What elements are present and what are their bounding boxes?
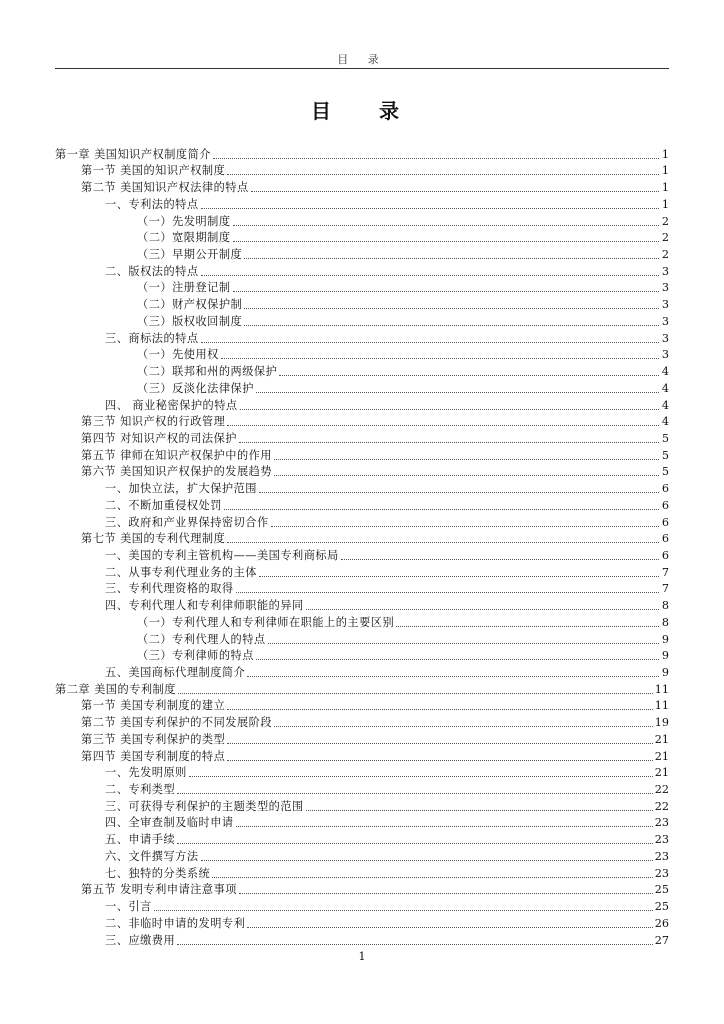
dot-leader: [251, 190, 659, 192]
toc-entry-label: 第三节 知识产权的行政管理: [81, 415, 226, 429]
toc-entry-page: 23: [654, 849, 669, 863]
toc-entry-page: 1: [661, 197, 669, 211]
toc-entry[interactable]: [55, 178, 669, 195]
toc-entry[interactable]: [55, 730, 669, 747]
dot-leader: [239, 892, 653, 894]
dot-leader: [396, 625, 659, 627]
toc-entry[interactable]: [55, 847, 669, 864]
dot-leader: [268, 642, 659, 644]
toc-entry-page: 3: [661, 298, 669, 312]
dot-leader: [201, 207, 659, 209]
toc-entry-label: 二、专利类型: [105, 783, 176, 797]
toc-entry-label: （一）先使用权: [137, 348, 219, 362]
toc-entry-label: 第六节 美国知识产权保护的发展趋势: [81, 465, 273, 479]
dot-leader: [227, 424, 659, 426]
dot-leader: [227, 759, 652, 761]
dot-leader: [201, 341, 659, 343]
toc-entry[interactable]: [55, 145, 669, 162]
dot-leader: [227, 708, 652, 710]
toc-entry-label: （二）财产权保护制: [137, 298, 243, 312]
toc-entry[interactable]: [55, 697, 669, 714]
toc-entry[interactable]: [55, 613, 669, 630]
header-rule: [55, 68, 669, 69]
toc-entry-label: 四、 商业秘密保护的特点: [105, 398, 238, 412]
toc-entry-label: 三、政府和产业界保持密切合作: [105, 515, 269, 529]
toc-entry[interactable]: [55, 897, 669, 914]
dot-leader: [236, 825, 653, 827]
toc-entry[interactable]: [55, 546, 669, 563]
toc-entry-label: 第七节 美国的专利代理制度: [81, 532, 226, 546]
toc-entry[interactable]: [55, 446, 669, 463]
toc-entry[interactable]: [55, 530, 669, 547]
toc-entry[interactable]: [55, 162, 669, 179]
toc-entry[interactable]: [55, 312, 669, 329]
dot-leader: [201, 274, 659, 276]
toc-entry[interactable]: [55, 881, 669, 898]
toc-entry[interactable]: [55, 814, 669, 831]
toc-entry-page: 7: [661, 565, 669, 579]
toc-entry-label: 二、从事专利代理业务的主体: [105, 565, 257, 579]
toc-entry[interactable]: [55, 396, 669, 413]
toc-entry[interactable]: [55, 931, 669, 948]
toc-entry[interactable]: [55, 647, 669, 664]
toc-entry-label: 一、专利法的特点: [105, 197, 199, 211]
toc-entry[interactable]: [55, 329, 669, 346]
toc-entry-label: 五、美国商标代理制度简介: [105, 666, 246, 679]
dot-leader: [154, 909, 653, 911]
dot-leader: [224, 508, 659, 510]
toc-entry[interactable]: [55, 713, 669, 730]
dot-leader: [177, 943, 653, 945]
toc-entry-label: （三）早期公开制度: [137, 248, 243, 262]
toc-entry-label: 第二章 美国的专利制度: [55, 682, 176, 696]
toc-entry-page: 25: [654, 900, 669, 914]
toc-entry-page: 3: [661, 331, 669, 345]
toc-entry-page: 23: [654, 833, 669, 847]
toc-entry-page: 23: [654, 816, 669, 830]
toc-entry-page: 6: [661, 548, 669, 562]
toc-entry-label: 一、引言: [105, 900, 152, 914]
toc-entry-page: 9: [661, 649, 669, 663]
toc-entry-page: 6: [661, 498, 669, 512]
toc-entry-page: 5: [661, 465, 669, 479]
toc-entry-page: 19: [654, 716, 669, 730]
toc-entry-page: 23: [654, 866, 669, 880]
toc-entry[interactable]: [55, 596, 669, 613]
toc-entry-label: 第五节 发明专利申请注意事项: [81, 883, 237, 897]
running-header: 目 录: [337, 53, 387, 66]
toc-entry[interactable]: [55, 429, 669, 446]
dot-leader: [279, 374, 659, 376]
toc-entry-label: （一）注册登记制: [137, 281, 231, 295]
toc-entry[interactable]: [55, 212, 669, 229]
dot-leader: [240, 408, 659, 410]
toc-entry-page: 3: [661, 348, 669, 362]
toc-entry[interactable]: [55, 630, 669, 647]
dot-leader: [189, 775, 653, 777]
toc-entry-page: 11: [654, 682, 669, 696]
toc-entry[interactable]: [55, 245, 669, 262]
toc-entry-page: 21: [654, 766, 669, 780]
toc-entry[interactable]: [55, 764, 669, 781]
toc-entry[interactable]: [55, 195, 669, 212]
dot-leader: [227, 742, 652, 744]
toc-entry-label: 第二节 美国专利保护的不同发展阶段: [81, 716, 273, 730]
toc-entry-page: 11: [654, 699, 669, 713]
toc-entry-page: 3: [661, 264, 669, 278]
toc-entry[interactable]: [55, 362, 669, 379]
toc-entry-label: 三、可获得专利保护的主题类型的范围: [105, 799, 304, 813]
dot-leader: [247, 675, 659, 677]
toc-entry-page: 22: [654, 783, 669, 797]
toc-entry-label: 第五节 律师在知识产权保护中的作用: [81, 448, 273, 462]
page-title: 目 录: [311, 99, 413, 123]
toc-entry-label: （二）专利代理人的特点: [137, 632, 266, 646]
toc-entry[interactable]: [55, 279, 669, 296]
toc-entry-label: 五、申请手续: [105, 833, 176, 847]
toc-entry-page: 9: [661, 632, 669, 646]
dot-leader: [306, 809, 653, 811]
toc-entry-label: 三、应缴费用: [105, 933, 176, 947]
dot-leader: [177, 792, 653, 794]
toc-entry-page: 25: [654, 883, 669, 897]
dot-leader: [256, 391, 659, 393]
dot-leader: [247, 926, 652, 928]
toc-entry-page: 2: [661, 231, 669, 245]
toc-entry-page: 3: [661, 281, 669, 295]
dot-leader: [233, 240, 659, 242]
dot-leader: [306, 608, 659, 610]
toc-entry-page: 21: [654, 749, 669, 763]
toc-entry-label: （一）专利代理人和专利律师在职能上的主要区别: [137, 615, 395, 629]
toc-entry-label: 第二节 美国知识产权法律的特点: [81, 181, 249, 195]
toc-entry[interactable]: [55, 830, 669, 847]
toc-entry-page: 2: [661, 214, 669, 228]
dot-leader: [227, 173, 659, 175]
toc-entry-page: 6: [661, 482, 669, 496]
toc-entry-label: 一、加快立法，扩大保护范围: [105, 482, 257, 496]
toc-entry[interactable]: [55, 780, 669, 797]
dot-leader: [213, 157, 659, 159]
toc-entry-page: 6: [661, 532, 669, 546]
toc-entry-label: 第三节 美国专利保护的类型: [81, 732, 226, 746]
toc-entry-label: 第一节 美国专利制度的建立: [81, 699, 226, 713]
dot-leader: [221, 357, 659, 359]
dot-leader: [244, 307, 659, 309]
toc-entry[interactable]: [55, 496, 669, 513]
toc-entry-label: 三、商标法的特点: [105, 331, 199, 345]
toc-entry-page: 26: [654, 916, 669, 930]
toc-entry-label: 第四节 美国专利制度的特点: [81, 749, 226, 763]
toc-entry-page: 8: [661, 599, 669, 613]
toc-entry[interactable]: [55, 914, 669, 931]
toc-entry-page: 1: [661, 181, 669, 195]
dot-leader: [233, 224, 659, 226]
toc-entry-label: （二）联邦和州的两级保护: [137, 365, 278, 379]
toc-entry-label: 四、全审查制及临时申请: [105, 816, 234, 830]
toc-entry-label: （一）先发明制度: [137, 214, 231, 228]
toc-entry-page: 7: [661, 582, 669, 596]
toc-entry-page: 1: [661, 164, 669, 178]
toc-entry-page: 4: [661, 398, 669, 412]
table-of-contents: [55, 145, 669, 948]
dot-leader: [244, 324, 659, 326]
toc-entry[interactable]: [55, 229, 669, 246]
toc-entry-page: 8: [661, 615, 669, 629]
toc-entry[interactable]: [55, 864, 669, 881]
toc-entry-label: 二、不断加重侵权处罚: [105, 498, 222, 512]
toc-entry-page: 4: [661, 415, 669, 429]
toc-entry-label: 二、非临时申请的发明专利: [105, 916, 246, 930]
toc-entry-page: 27: [654, 933, 669, 947]
toc-entry-page: 1: [661, 147, 669, 161]
toc-entry-label: 二、版权法的特点: [105, 264, 199, 278]
dot-leader: [256, 658, 659, 660]
dot-leader: [177, 842, 653, 844]
toc-entry-page: 22: [654, 799, 669, 813]
toc-entry[interactable]: [55, 262, 669, 279]
dot-leader: [259, 575, 659, 577]
toc-entry-label: 七、独特的分类系统: [105, 866, 211, 880]
dot-leader: [236, 591, 659, 593]
toc-entry-label: （三）版权收回制度: [137, 314, 243, 328]
dot-leader: [227, 541, 659, 543]
toc-entry[interactable]: [55, 580, 669, 597]
toc-entry-label: 一、美国的专利主管机构——美国专利商标局: [105, 548, 339, 562]
dot-leader: [233, 290, 659, 292]
toc-entry-page: 6: [661, 515, 669, 529]
toc-entry-page: 9: [661, 666, 669, 679]
toc-entry[interactable]: [55, 663, 669, 680]
dot-leader: [274, 458, 659, 460]
toc-entry[interactable]: [55, 680, 669, 697]
toc-entry[interactable]: [55, 413, 669, 430]
dot-leader: [271, 525, 659, 527]
toc-entry-label: 第一节 美国的知识产权制度: [81, 164, 226, 178]
toc-entry[interactable]: [55, 747, 669, 764]
toc-entry-label: 三、专利代理资格的取得: [105, 582, 234, 596]
dot-leader: [341, 558, 659, 560]
toc-entry[interactable]: [55, 346, 669, 363]
dot-leader: [274, 725, 653, 727]
toc-entry[interactable]: [55, 479, 669, 496]
toc-entry-label: 六、文件撰写方法: [105, 849, 199, 863]
toc-entry-label: （三）专利律师的特点: [137, 649, 254, 663]
toc-entry-label: 第四节 对知识产权的司法保护: [81, 431, 237, 445]
dot-leader: [201, 859, 653, 861]
toc-entry-page: 4: [661, 365, 669, 379]
toc-entry-label: 第一章 美国知识产权制度简介: [55, 147, 211, 161]
toc-entry-page: 4: [661, 381, 669, 395]
dot-leader: [274, 474, 659, 476]
toc-entry-label: 四、专利代理人和专利律师职能的异同: [105, 599, 304, 613]
toc-entry-page: 21: [654, 732, 669, 746]
page-number: 1: [358, 950, 366, 963]
toc-entry[interactable]: [55, 295, 669, 312]
toc-entry-page: 2: [661, 248, 669, 262]
toc-entry[interactable]: [55, 379, 669, 396]
toc-entry[interactable]: [55, 563, 669, 580]
dot-leader: [239, 441, 659, 443]
dot-leader: [244, 257, 659, 259]
toc-entry-label: （三）反淡化法律保护: [137, 381, 254, 395]
dot-leader: [212, 876, 653, 878]
toc-entry[interactable]: [55, 797, 669, 814]
toc-entry-label: 一、先发明原则: [105, 766, 187, 780]
toc-entry-page: 3: [661, 314, 669, 328]
toc-entry[interactable]: [55, 463, 669, 480]
toc-entry-label: （二）宽限期制度: [137, 231, 231, 245]
toc-entry-page: 5: [661, 448, 669, 462]
dot-leader: [259, 491, 659, 493]
toc-entry[interactable]: [55, 513, 669, 530]
toc-entry-page: 5: [661, 431, 669, 445]
dot-leader: [178, 692, 653, 694]
